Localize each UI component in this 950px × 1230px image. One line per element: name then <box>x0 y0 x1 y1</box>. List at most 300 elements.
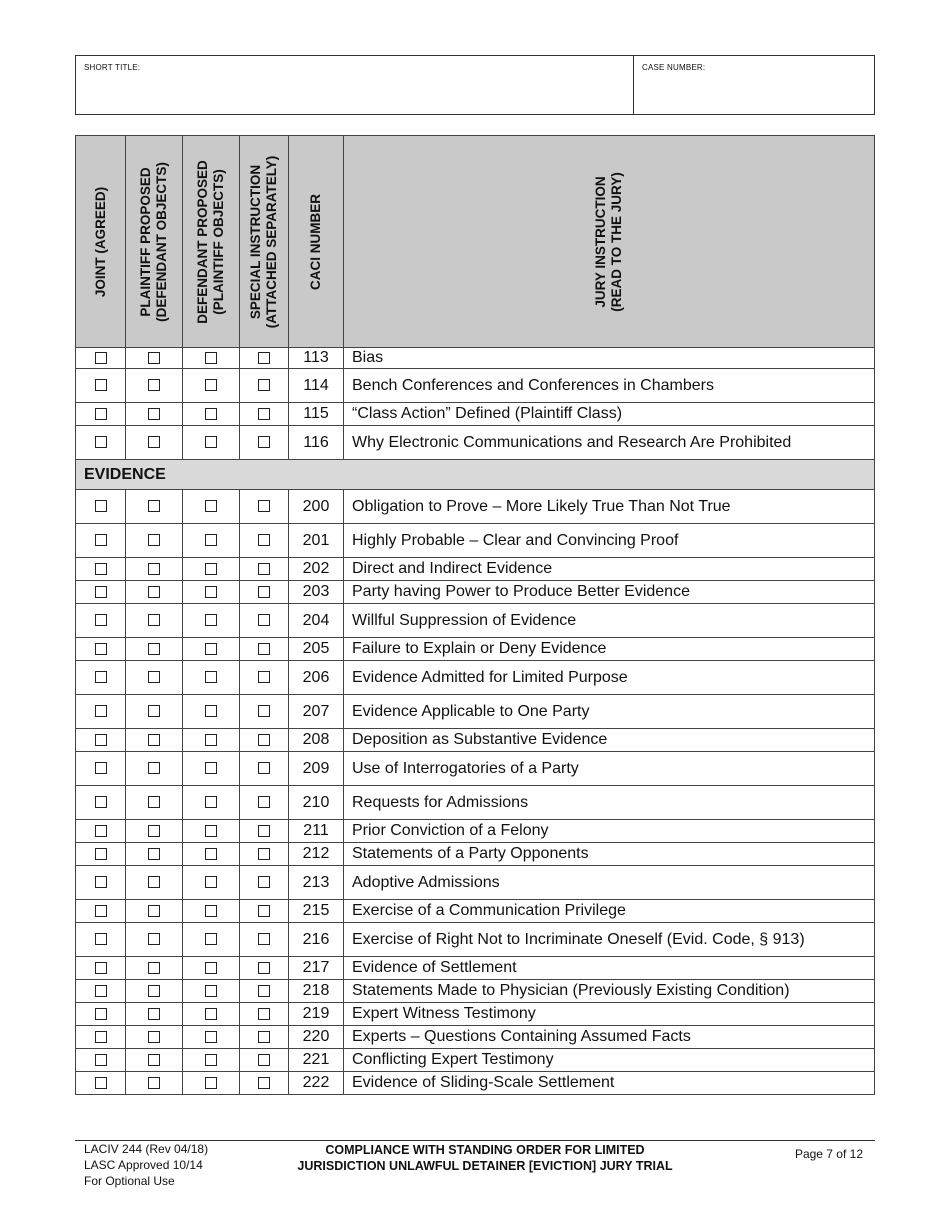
defendant-checkbox-cell <box>183 524 240 558</box>
caci-number: 203 <box>289 581 344 604</box>
instruction-title: Statements of a Party Opponents <box>344 843 875 866</box>
special-checkbox[interactable] <box>258 876 270 888</box>
special-checkbox[interactable] <box>258 671 270 683</box>
joint-checkbox-cell <box>76 900 126 923</box>
defendant-checkbox[interactable] <box>205 705 217 717</box>
form-id-line: For Optional Use <box>84 1174 175 1188</box>
defendant-checkbox[interactable] <box>205 563 217 575</box>
defendant-checkbox-cell <box>183 820 240 843</box>
instruction-row <box>76 1003 875 1026</box>
joint-checkbox[interactable] <box>95 500 107 512</box>
defendant-checkbox-cell <box>183 695 240 729</box>
defendant-checkbox-cell <box>183 490 240 524</box>
joint-checkbox[interactable] <box>95 1031 107 1043</box>
caci-number: 205 <box>289 638 344 661</box>
defendant-checkbox-cell <box>183 1049 240 1072</box>
special-checkbox[interactable] <box>258 614 270 626</box>
caci-number: 211 <box>289 820 344 843</box>
plaintiff-checkbox-cell <box>126 820 183 843</box>
caci-number: 116 <box>289 426 344 460</box>
plaintiff-checkbox-cell <box>126 369 183 403</box>
instruction-row <box>76 695 875 729</box>
defendant-checkbox-cell <box>183 1072 240 1095</box>
col-plaintiff-line-2: (DEFENDANT OBJECTS) <box>154 161 169 322</box>
instruction-title: Failure to Explain or Deny Evidence <box>344 638 875 661</box>
instruction-title: Evidence of Sliding-Scale Settlement <box>344 1072 875 1095</box>
plaintiff-checkbox-cell <box>126 1003 183 1026</box>
instruction-title: Use of Interrogatories of a Party <box>344 752 875 786</box>
plaintiff-checkbox-cell <box>126 866 183 900</box>
instruction-row <box>76 1026 875 1049</box>
caci-number: 201 <box>289 524 344 558</box>
special-checkbox-cell <box>240 604 289 638</box>
plaintiff-checkbox-cell <box>126 980 183 1003</box>
short-title-field[interactable] <box>76 56 634 114</box>
col-plaintiff-line-1: PLAINTIFF PROPOSED <box>138 166 153 317</box>
joint-checkbox[interactable] <box>95 796 107 808</box>
special-checkbox-cell <box>240 524 289 558</box>
special-checkbox[interactable] <box>258 563 270 575</box>
joint-checkbox[interactable] <box>95 379 107 391</box>
defendant-checkbox[interactable] <box>205 825 217 837</box>
instruction-row <box>76 980 875 1003</box>
defendant-checkbox[interactable] <box>205 1054 217 1066</box>
instruction-row <box>76 820 875 843</box>
joint-checkbox-cell <box>76 348 126 369</box>
case-number-label: CASE NUMBER: <box>642 63 706 72</box>
defendant-checkbox-cell <box>183 866 240 900</box>
caci-number: 216 <box>289 923 344 957</box>
joint-checkbox[interactable] <box>95 905 107 917</box>
special-checkbox-cell <box>240 820 289 843</box>
plaintiff-checkbox-cell <box>126 900 183 923</box>
defendant-checkbox[interactable] <box>205 734 217 746</box>
instruction-row <box>76 1072 875 1095</box>
special-checkbox[interactable] <box>258 905 270 917</box>
instruction-title: Highly Probable – Clear and Convincing Proof <box>344 524 875 558</box>
joint-checkbox[interactable] <box>95 825 107 837</box>
caci-number: 206 <box>289 661 344 695</box>
joint-checkbox[interactable] <box>95 705 107 717</box>
plaintiff-checkbox[interactable] <box>148 534 160 546</box>
plaintiff-checkbox[interactable] <box>148 796 160 808</box>
joint-checkbox-cell <box>76 866 126 900</box>
instruction-row <box>76 604 875 638</box>
special-checkbox-cell <box>240 843 289 866</box>
col-joint-agreed <box>76 136 126 348</box>
form-title-line: COMPLIANCE WITH STANDING ORDER FOR LIMITED <box>325 1143 645 1157</box>
caci-number: 209 <box>289 752 344 786</box>
plaintiff-checkbox-cell <box>126 1072 183 1095</box>
joint-checkbox[interactable] <box>95 563 107 575</box>
defendant-checkbox[interactable] <box>205 985 217 997</box>
joint-checkbox-cell <box>76 729 126 752</box>
plaintiff-checkbox-cell <box>126 524 183 558</box>
plaintiff-checkbox[interactable] <box>148 1077 160 1089</box>
form-id <box>84 1141 208 1189</box>
caci-number: 207 <box>289 695 344 729</box>
joint-checkbox[interactable] <box>95 848 107 860</box>
joint-checkbox-cell <box>76 1049 126 1072</box>
defendant-checkbox-cell <box>183 1026 240 1049</box>
special-checkbox[interactable] <box>258 1031 270 1043</box>
plaintiff-checkbox[interactable] <box>148 500 160 512</box>
form-id-line: LASC Approved 10/14 <box>84 1158 203 1172</box>
defendant-checkbox[interactable] <box>205 848 217 860</box>
instruction-row <box>76 369 875 403</box>
joint-checkbox-cell <box>76 426 126 460</box>
joint-checkbox-cell <box>76 820 126 843</box>
instruction-title: Statements Made to Physician (Previously Existing Condition) <box>344 980 875 1003</box>
defendant-checkbox[interactable] <box>205 1008 217 1020</box>
joint-checkbox-cell <box>76 957 126 980</box>
plaintiff-checkbox-cell <box>126 1049 183 1072</box>
joint-checkbox-cell <box>76 524 126 558</box>
caci-number: 204 <box>289 604 344 638</box>
section-title: EVIDENCE <box>76 460 875 490</box>
instruction-title: Evidence Admitted for Limited Purpose <box>344 661 875 695</box>
defendant-checkbox[interactable] <box>205 905 217 917</box>
page-number: Page 7 of 12 <box>794 1147 863 1161</box>
defendant-checkbox-cell <box>183 752 240 786</box>
defendant-checkbox[interactable] <box>205 933 217 945</box>
instruction-row <box>76 490 875 524</box>
defendant-checkbox[interactable] <box>205 586 217 598</box>
instruction-title: Adoptive Admissions <box>344 866 875 900</box>
defendant-checkbox-cell <box>183 426 240 460</box>
col-defendant-line-1: DEFENDANT PROPOSED <box>195 159 210 324</box>
col-jury-instruction <box>344 136 875 348</box>
plaintiff-checkbox[interactable] <box>148 436 160 448</box>
col-special-line-1: SPECIAL INSTRUCTION <box>248 164 263 319</box>
instruction-row <box>76 866 875 900</box>
defendant-checkbox-cell <box>183 638 240 661</box>
plaintiff-checkbox-cell <box>126 695 183 729</box>
joint-checkbox[interactable] <box>95 762 107 774</box>
instruction-row <box>76 900 875 923</box>
joint-checkbox[interactable] <box>95 534 107 546</box>
col-special-line-2: (ATTACHED SEPARATELY) <box>264 155 279 328</box>
instruction-row <box>76 923 875 957</box>
special-checkbox-cell <box>240 752 289 786</box>
joint-checkbox[interactable] <box>95 352 107 364</box>
special-checkbox[interactable] <box>258 436 270 448</box>
defendant-checkbox-cell <box>183 558 240 581</box>
caci-number: 208 <box>289 729 344 752</box>
joint-checkbox-cell <box>76 369 126 403</box>
special-checkbox-cell <box>240 369 289 403</box>
instruction-title: Exercise of Right Not to Incriminate Oneself (Evid. Code, § 913) <box>344 923 875 957</box>
special-checkbox[interactable] <box>258 1054 270 1066</box>
special-checkbox[interactable] <box>258 1077 270 1089</box>
special-checkbox-cell <box>240 729 289 752</box>
instruction-row <box>76 348 875 369</box>
joint-checkbox[interactable] <box>95 408 107 420</box>
plaintiff-checkbox[interactable] <box>148 586 160 598</box>
special-checkbox-cell <box>240 348 289 369</box>
instruction-title: Evidence of Settlement <box>344 957 875 980</box>
defendant-checkbox-cell <box>183 661 240 695</box>
page-footer <box>75 1140 875 1190</box>
joint-checkbox-cell <box>76 403 126 426</box>
special-checkbox-cell <box>240 403 289 426</box>
special-checkbox-cell <box>240 866 289 900</box>
plaintiff-checkbox-cell <box>126 752 183 786</box>
instruction-row <box>76 524 875 558</box>
col-defendant-proposed <box>183 136 240 348</box>
defendant-checkbox-cell <box>183 604 240 638</box>
instruction-title: Why Electronic Communications and Research Are Prohibited <box>344 426 875 460</box>
short-title-label: SHORT TITLE: <box>84 63 141 72</box>
special-checkbox[interactable] <box>258 825 270 837</box>
joint-checkbox-cell <box>76 752 126 786</box>
caci-number: 219 <box>289 1003 344 1026</box>
instruction-row <box>76 426 875 460</box>
special-checkbox[interactable] <box>258 762 270 774</box>
joint-checkbox-cell <box>76 661 126 695</box>
plaintiff-checkbox[interactable] <box>148 563 160 575</box>
plaintiff-checkbox-cell <box>126 581 183 604</box>
joint-checkbox-cell <box>76 980 126 1003</box>
defendant-checkbox-cell <box>183 923 240 957</box>
joint-checkbox[interactable] <box>95 1054 107 1066</box>
instruction-title: “Class Action” Defined (Plaintiff Class) <box>344 403 875 426</box>
defendant-checkbox[interactable] <box>205 962 217 974</box>
joint-checkbox[interactable] <box>95 643 107 655</box>
special-checkbox-cell <box>240 581 289 604</box>
instruction-row <box>76 558 875 581</box>
special-checkbox[interactable] <box>258 705 270 717</box>
defendant-checkbox[interactable] <box>205 762 217 774</box>
case-header <box>75 55 875 115</box>
case-number-field[interactable] <box>634 56 874 114</box>
caci-number: 215 <box>289 900 344 923</box>
special-checkbox[interactable] <box>258 1008 270 1020</box>
instruction-row <box>76 786 875 820</box>
special-checkbox[interactable] <box>258 985 270 997</box>
plaintiff-checkbox[interactable] <box>148 614 160 626</box>
plaintiff-checkbox-cell <box>126 558 183 581</box>
caci-number: 212 <box>289 843 344 866</box>
special-checkbox[interactable] <box>258 379 270 391</box>
defendant-checkbox-cell <box>183 980 240 1003</box>
defendant-checkbox[interactable] <box>205 643 217 655</box>
plaintiff-checkbox[interactable] <box>148 825 160 837</box>
joint-checkbox[interactable] <box>95 614 107 626</box>
defendant-checkbox[interactable] <box>205 379 217 391</box>
caci-number: 202 <box>289 558 344 581</box>
caci-number: 221 <box>289 1049 344 1072</box>
special-checkbox-cell <box>240 980 289 1003</box>
defendant-checkbox-cell <box>183 729 240 752</box>
form-id-line: LACIV 244 (Rev 04/18) <box>84 1142 209 1156</box>
plaintiff-checkbox-cell <box>126 843 183 866</box>
joint-checkbox[interactable] <box>95 586 107 598</box>
instruction-title: Party having Power to Produce Better Evidence <box>344 581 875 604</box>
plaintiff-checkbox-cell <box>126 638 183 661</box>
plaintiff-checkbox[interactable] <box>148 985 160 997</box>
defendant-checkbox[interactable] <box>205 614 217 626</box>
defendant-checkbox-cell <box>183 348 240 369</box>
special-checkbox-cell <box>240 957 289 980</box>
plaintiff-checkbox[interactable] <box>148 962 160 974</box>
joint-checkbox-cell <box>76 490 126 524</box>
plaintiff-checkbox[interactable] <box>148 1008 160 1020</box>
joint-checkbox-cell <box>76 581 126 604</box>
plaintiff-checkbox[interactable] <box>148 408 160 420</box>
plaintiff-checkbox[interactable] <box>148 643 160 655</box>
special-checkbox[interactable] <box>258 500 270 512</box>
special-checkbox[interactable] <box>258 643 270 655</box>
special-checkbox-cell <box>240 786 289 820</box>
col-caci-line-1: CACI NUMBER <box>308 193 323 290</box>
special-checkbox[interactable] <box>258 796 270 808</box>
plaintiff-checkbox[interactable] <box>148 1054 160 1066</box>
defendant-checkbox-cell <box>183 900 240 923</box>
defendant-checkbox[interactable] <box>205 671 217 683</box>
defendant-checkbox[interactable] <box>205 796 217 808</box>
instruction-title: Bias <box>344 348 875 369</box>
defendant-checkbox-cell <box>183 1003 240 1026</box>
plaintiff-checkbox[interactable] <box>148 671 160 683</box>
plaintiff-checkbox[interactable] <box>148 762 160 774</box>
col-plaintiff-proposed <box>126 136 183 348</box>
joint-checkbox-cell <box>76 638 126 661</box>
caci-number: 213 <box>289 866 344 900</box>
defendant-checkbox[interactable] <box>205 1031 217 1043</box>
plaintiff-checkbox[interactable] <box>148 933 160 945</box>
plaintiff-checkbox-cell <box>126 604 183 638</box>
instruction-row <box>76 752 875 786</box>
defendant-checkbox-cell <box>183 581 240 604</box>
instruction-title: Exercise of a Communication Privilege <box>344 900 875 923</box>
caci-number: 114 <box>289 369 344 403</box>
instruction-title: Conflicting Expert Testimony <box>344 1049 875 1072</box>
plaintiff-checkbox-cell <box>126 786 183 820</box>
plaintiff-checkbox[interactable] <box>148 352 160 364</box>
col-jury-line-1: JURY INSTRUCTION <box>593 175 608 308</box>
joint-checkbox-cell <box>76 604 126 638</box>
joint-checkbox[interactable] <box>95 1008 107 1020</box>
col-jury-line-2: (READ TO THE JURY) <box>609 171 624 312</box>
joint-checkbox[interactable] <box>95 933 107 945</box>
special-checkbox[interactable] <box>258 962 270 974</box>
plaintiff-checkbox[interactable] <box>148 905 160 917</box>
joint-checkbox[interactable] <box>95 734 107 746</box>
joint-checkbox-cell <box>76 1072 126 1095</box>
special-checkbox-cell <box>240 638 289 661</box>
joint-checkbox[interactable] <box>95 985 107 997</box>
caci-number: 210 <box>289 786 344 820</box>
caci-number: 218 <box>289 980 344 1003</box>
plaintiff-checkbox-cell <box>126 348 183 369</box>
caci-number: 200 <box>289 490 344 524</box>
col-joint-line-1: JOINT (AGREED) <box>92 186 108 297</box>
special-checkbox[interactable] <box>258 848 270 860</box>
special-checkbox[interactable] <box>258 734 270 746</box>
plaintiff-checkbox[interactable] <box>148 734 160 746</box>
defendant-checkbox-cell <box>183 369 240 403</box>
special-checkbox[interactable] <box>258 933 270 945</box>
defendant-checkbox[interactable] <box>205 534 217 546</box>
caci-number: 115 <box>289 403 344 426</box>
joint-checkbox-cell <box>76 1003 126 1026</box>
plaintiff-checkbox[interactable] <box>148 848 160 860</box>
special-checkbox[interactable] <box>258 586 270 598</box>
plaintiff-checkbox-cell <box>126 1026 183 1049</box>
plaintiff-checkbox-cell <box>126 729 183 752</box>
special-checkbox-cell <box>240 558 289 581</box>
plaintiff-checkbox[interactable] <box>148 705 160 717</box>
plaintiff-checkbox-cell <box>126 403 183 426</box>
defendant-checkbox[interactable] <box>205 876 217 888</box>
plaintiff-checkbox-cell <box>126 490 183 524</box>
instruction-title: Deposition as Substantive Evidence <box>344 729 875 752</box>
special-checkbox-cell <box>240 923 289 957</box>
plaintiff-checkbox-cell <box>126 923 183 957</box>
joint-checkbox[interactable] <box>95 876 107 888</box>
special-checkbox-cell <box>240 1003 289 1026</box>
joint-checkbox[interactable] <box>95 962 107 974</box>
form-title-line: JURISDICTION UNLAWFUL DETAINER [EVICTION] JURY TRIAL <box>297 1159 673 1173</box>
defendant-checkbox[interactable] <box>205 1077 217 1089</box>
joint-checkbox[interactable] <box>95 436 107 448</box>
instruction-row <box>76 843 875 866</box>
plaintiff-checkbox[interactable] <box>148 1031 160 1043</box>
plaintiff-checkbox-cell <box>126 957 183 980</box>
special-checkbox[interactable] <box>258 408 270 420</box>
joint-checkbox[interactable] <box>95 1077 107 1089</box>
col-special-instruction <box>240 136 289 348</box>
instruction-row <box>76 957 875 980</box>
special-checkbox[interactable] <box>258 534 270 546</box>
special-checkbox-cell <box>240 490 289 524</box>
defendant-checkbox[interactable] <box>205 500 217 512</box>
joint-checkbox-cell <box>76 695 126 729</box>
joint-checkbox[interactable] <box>95 671 107 683</box>
special-checkbox[interactable] <box>258 352 270 364</box>
defendant-checkbox[interactable] <box>205 352 217 364</box>
joint-checkbox-cell <box>76 843 126 866</box>
col-defendant-line-2: (PLAINTIFF OBJECTS) <box>211 168 226 315</box>
instruction-row <box>76 729 875 752</box>
plaintiff-checkbox[interactable] <box>148 876 160 888</box>
special-checkbox-cell <box>240 695 289 729</box>
special-checkbox-cell <box>240 1026 289 1049</box>
instruction-title: Obligation to Prove – More Likely True Than Not True <box>344 490 875 524</box>
instruction-row <box>76 1049 875 1072</box>
instruction-title: Expert Witness Testimony <box>344 1003 875 1026</box>
joint-checkbox-cell <box>76 558 126 581</box>
plaintiff-checkbox-cell <box>126 426 183 460</box>
instruction-title: Direct and Indirect Evidence <box>344 558 875 581</box>
instruction-row <box>76 581 875 604</box>
col-caci-number <box>289 136 344 348</box>
instruction-row <box>76 403 875 426</box>
defendant-checkbox[interactable] <box>205 436 217 448</box>
plaintiff-checkbox[interactable] <box>148 379 160 391</box>
instruction-title: Prior Conviction of a Felony <box>344 820 875 843</box>
defendant-checkbox-cell <box>183 786 240 820</box>
caci-number: 222 <box>289 1072 344 1095</box>
instruction-row <box>76 661 875 695</box>
caci-number: 220 <box>289 1026 344 1049</box>
instruction-title: Requests for Admissions <box>344 786 875 820</box>
defendant-checkbox[interactable] <box>205 408 217 420</box>
caci-number: 217 <box>289 957 344 980</box>
instruction-title: Experts – Questions Containing Assumed Facts <box>344 1026 875 1049</box>
special-checkbox-cell <box>240 1049 289 1072</box>
